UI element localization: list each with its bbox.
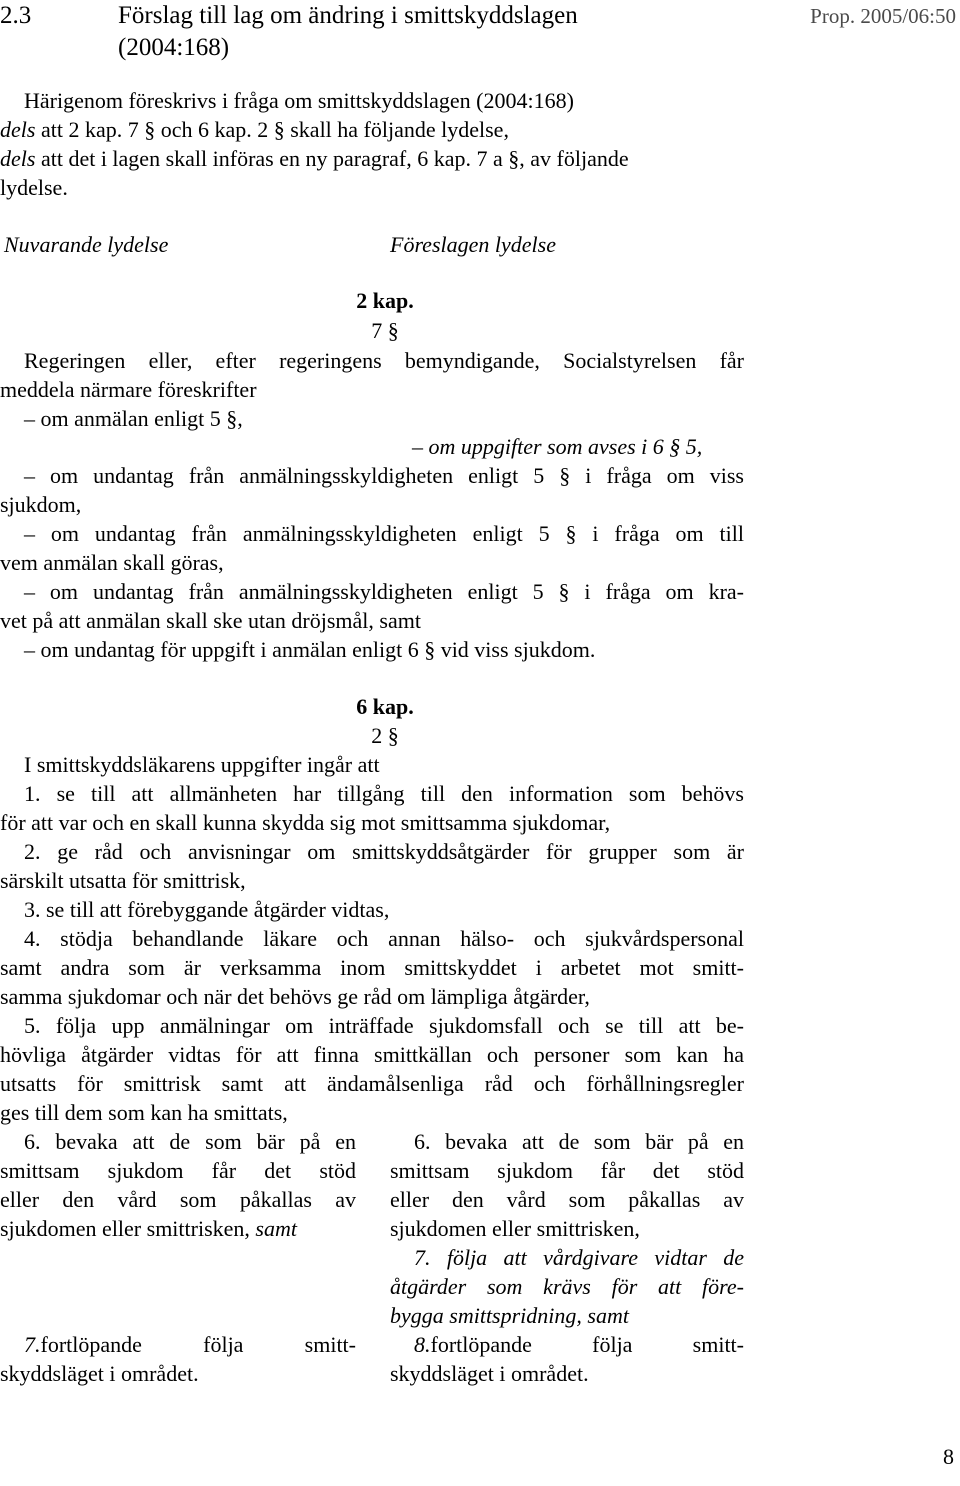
section-number: 2.3 <box>0 2 32 29</box>
chapter2-paragraph-line1: Regeringen eller, efter regeringens bemyndigande, Socialstyrelsen får <box>24 348 744 373</box>
left-item6-samt: samt <box>255 1216 297 1241</box>
chapter6-item1-line1: 1. se till att allmänheten har tillgång till den information som behövs <box>24 781 744 806</box>
chapter2-heading: 2 kap. <box>356 288 414 313</box>
left-item7-line1 <box>24 1330 356 1359</box>
left-item6-line1: 6. bevaka att de som bär på en <box>24 1129 356 1154</box>
column-heading-proposed: Föreslagen lydelse <box>390 232 556 257</box>
chapter2-item1: – om anmälan enligt 5 §, <box>24 406 243 431</box>
chapter6-item5-line2: hövliga åtgärder vidtas för att finna smittkällan och personer som kan ha <box>0 1042 744 1067</box>
chapter6-intro: I smittskyddsläkarens uppgifter ingår att <box>24 752 380 777</box>
right-item6-line1: 6. bevaka att de som bär på en <box>414 1129 744 1154</box>
chapter6-item5-line1: 5. följa upp anmälningar om inträffade sjukdomsfall och se till att be- <box>24 1013 744 1038</box>
right-item8-line1 <box>414 1330 744 1359</box>
right-item7-line2: åtgärder som krävs för att före- <box>390 1274 744 1299</box>
chapter2-section-heading: 7 § <box>371 318 399 343</box>
page-number: 8 <box>943 1444 954 1469</box>
chapter2-item2-new: – om uppgifter som avses i 6 § 5, <box>412 434 703 459</box>
left-item7-text: fortlöpande följa smitt- <box>40 1332 356 1357</box>
chapter2-item6: – om undantag för uppgift i anmälan enligt 6 § vid viss sjukdom. <box>24 637 596 662</box>
left-item7-number: 7. <box>24 1332 41 1357</box>
chapter6-item1-line2: för att var och en skall kunna skydda sig mot smittsamma sjukdomar, <box>0 810 611 835</box>
chapter2-paragraph-line2: meddela närmare föreskrifter <box>0 377 257 402</box>
right-item7-line3: bygga smittspridning, samt <box>390 1303 629 1328</box>
proposition-reference: Prop. 2005/06:50 <box>810 4 956 28</box>
chapter6-item3: 3. se till att förebyggande åtgärder vidtas, <box>24 897 390 922</box>
right-item8-number: 8. <box>414 1332 431 1357</box>
intro-line1: Härigenom föreskrivs i fråga om smittskyddslagen (2004:168) <box>24 88 574 113</box>
chapter2-item5-line2: vet på att anmälan skall ske utan dröjsmål, samt <box>0 608 421 633</box>
intro-line2 <box>0 115 509 144</box>
chapter2-item5-line1: – om undantag från anmälningsskyldigheten enligt 5 § i fråga om kra- <box>24 579 744 604</box>
left-item6-line4 <box>0 1214 297 1243</box>
section-title-line2: (2004:168) <box>118 34 230 61</box>
right-item8-line2: skyddsläget i området. <box>390 1361 589 1386</box>
dels-word: dels <box>0 117 36 142</box>
intro-line4: lydelse. <box>0 175 68 200</box>
right-item6-line3: eller den vård som påkallas av <box>390 1187 744 1212</box>
intro-line2-text: att 2 kap. 7 § och 6 kap. 2 § skall ha följande lydelse, <box>35 117 509 142</box>
right-item6-line4: sjukdomen eller smittrisken, <box>390 1216 640 1241</box>
chapter6-heading: 6 kap. <box>356 694 414 719</box>
chapter6-item5-line3: utsatts för smittrisk samt att ändamålsenliga råd och förhållningsregler <box>0 1071 744 1096</box>
intro-line3-text: att det i lagen skall införas en ny paragraf, 6 kap. 7 a §, av följande <box>35 146 629 171</box>
chapter6-item2-line2: särskilt utsatta för smittrisk, <box>0 868 246 893</box>
chapter6-item2-line1: 2. ge råd och anvisningar om smittskyddsåtgärder för grupper som är <box>24 839 744 864</box>
chapter6-item5-line4: ges till dem som kan ha smittats, <box>0 1100 288 1125</box>
left-item6-line3: eller den vård som påkallas av <box>0 1187 356 1212</box>
right-item7-line1: 7. följa att vårdgivare vidtar de <box>414 1245 744 1270</box>
chapter2-item3-line2: sjukdom, <box>0 492 82 517</box>
chapter2-item4-line2: vem anmälan skall göras, <box>0 550 224 575</box>
left-item7-line2: skyddsläget i området. <box>0 1361 199 1386</box>
left-item6-line4-text: sjukdomen eller smittrisken, <box>0 1216 256 1241</box>
dels-word: dels <box>0 146 36 171</box>
intro-line3 <box>0 144 629 173</box>
chapter6-section-heading: 2 § <box>371 723 399 748</box>
chapter2-item4-line1: – om undantag från anmälningsskyldigheten enligt 5 § i fråga om till <box>24 521 744 546</box>
left-item6-line2: smittsam sjukdom får det stöd <box>0 1158 356 1183</box>
chapter6-item4-line3: samma sjukdomar och när det behövs ge råd om lämpliga åtgärder, <box>0 984 590 1009</box>
chapter2-item3-line1: – om undantag från anmälningsskyldigheten enligt 5 § i fråga om viss <box>24 463 744 488</box>
chapter6-item4-line2: samt andra som är verksamma inom smittskyddet i arbetet mot smitt- <box>0 955 744 980</box>
right-item8-text: fortlöpande följa smitt- <box>430 1332 744 1357</box>
right-item6-line2: smittsam sjukdom får det stöd <box>390 1158 744 1183</box>
section-title-line1: Förslag till lag om ändring i smittskyddslagen <box>118 2 578 29</box>
column-heading-current: Nuvarande lydelse <box>4 232 169 257</box>
chapter6-item4-line1: 4. stödja behandlande läkare och annan hälso- och sjukvårdspersonal <box>24 926 744 951</box>
